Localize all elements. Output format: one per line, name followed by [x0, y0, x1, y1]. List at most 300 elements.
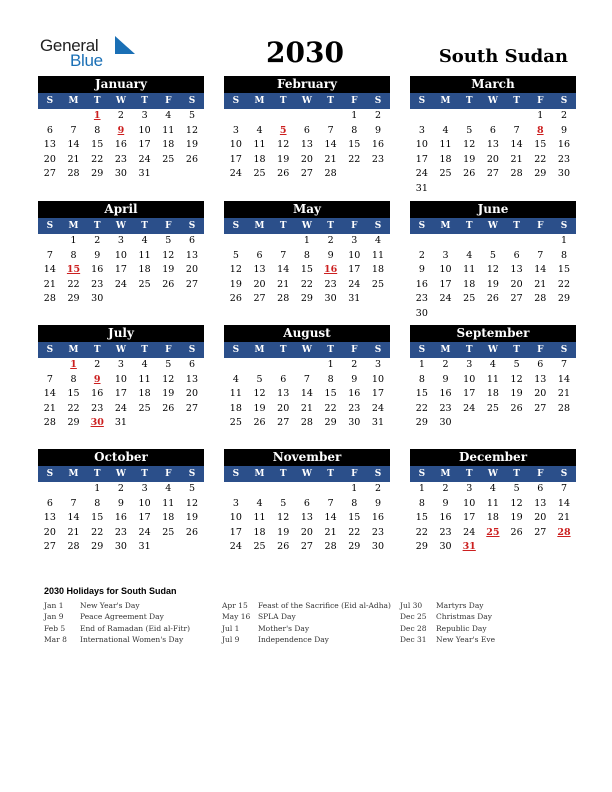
day-cell: 23	[91, 278, 104, 290]
day-cell: 13	[534, 373, 547, 385]
holiday-entry	[400, 634, 495, 645]
day-cell: 8	[94, 124, 101, 136]
day-cell: 1	[303, 235, 310, 246]
day-cell: 22	[91, 526, 104, 538]
empty-day-cell	[410, 234, 434, 249]
holiday-day-cell: 30	[90, 417, 104, 429]
day-cell: 13	[300, 512, 313, 524]
day-cell: 8	[560, 249, 567, 261]
holiday-day-cell: 16	[323, 264, 338, 276]
day-cell: 27	[300, 541, 313, 553]
day-cell: 25	[439, 168, 452, 180]
weekday-label: F	[537, 96, 544, 106]
day-cell: 19	[510, 388, 523, 400]
day-cell: 23	[348, 402, 361, 414]
day-cell: 26	[253, 417, 266, 429]
weekday-label: F	[537, 345, 544, 355]
empty-day-cell	[434, 234, 458, 249]
day-cell: 22	[348, 526, 361, 538]
day-cell: 16	[91, 264, 104, 276]
day-cell: 9	[374, 124, 381, 136]
day-cell: 19	[510, 512, 523, 524]
day-cell: 26	[277, 541, 290, 553]
day-cell: 2	[374, 483, 381, 494]
weekday-label: S	[374, 221, 382, 231]
day-cell: 13	[185, 373, 199, 385]
day-cell: 23	[415, 293, 428, 305]
day-cell: 26	[162, 278, 175, 290]
day-cell: 28	[43, 293, 56, 305]
weekday-label: M	[254, 345, 265, 355]
week-row	[224, 109, 390, 124]
day-cell: 2	[327, 235, 334, 246]
weekday-label: F	[351, 221, 358, 231]
day-cell: 21	[300, 402, 313, 414]
day-cell: 25	[162, 153, 175, 165]
week-row	[410, 402, 576, 417]
day-cell: 3	[232, 124, 239, 136]
day-cell: 5	[489, 249, 496, 261]
weekday-label: T	[465, 345, 473, 355]
day-cell: 23	[114, 526, 127, 538]
month-title: August	[224, 325, 390, 342]
day-cell: 24	[348, 278, 361, 290]
day-cell: 14	[324, 512, 337, 524]
weekday-label: W	[301, 221, 312, 231]
empty-day-cell	[62, 109, 86, 124]
day-cell: 24	[415, 168, 428, 180]
weekday-label: W	[115, 96, 126, 106]
day-cell: 16	[439, 388, 452, 400]
week-row	[410, 124, 576, 139]
day-cell: 14	[324, 139, 337, 151]
weekday-label: W	[487, 96, 498, 106]
day-cell: 31	[114, 417, 127, 429]
holiday-date: Apr 15	[222, 601, 248, 610]
weekday-label: M	[440, 345, 451, 355]
day-cell: 23	[439, 526, 452, 538]
day-cell: 23	[114, 153, 127, 165]
week-row	[224, 402, 390, 417]
day-cell: 17	[138, 512, 151, 524]
day-cell: 30	[371, 541, 385, 553]
day-cell: 24	[138, 153, 151, 165]
day-cell: 27	[185, 402, 199, 414]
day-cell: 7	[70, 497, 77, 509]
day-cell: 2	[442, 483, 449, 494]
day-cell: 18	[371, 264, 385, 276]
month-january	[38, 76, 204, 182]
day-cell: 11	[138, 249, 151, 261]
weekday-label: M	[254, 96, 265, 106]
day-cell: 11	[486, 373, 499, 385]
day-cell: 23	[439, 402, 452, 414]
empty-day-cell	[528, 540, 552, 555]
month-title: October	[38, 449, 204, 466]
empty-day-cell	[248, 482, 272, 497]
day-cell: 10	[114, 249, 127, 261]
day-cell: 16	[439, 512, 452, 524]
weekday-label: S	[418, 96, 426, 106]
empty-day-cell	[133, 292, 157, 307]
day-cell: 7	[70, 124, 77, 136]
day-cell: 13	[534, 497, 547, 509]
day-cell: 29	[324, 417, 337, 429]
day-cell: 22	[67, 278, 80, 290]
day-cell: 14	[510, 139, 523, 151]
holiday-date: Jul 30	[400, 601, 423, 610]
day-cell: 10	[371, 373, 385, 385]
week-row	[224, 167, 390, 182]
weekday-header	[410, 342, 576, 358]
day-cell: 30	[324, 293, 337, 305]
week-row	[224, 387, 390, 402]
holiday-date: Jan 1	[44, 601, 64, 610]
week-row	[410, 278, 576, 293]
month-september	[410, 325, 576, 431]
day-cell: 17	[439, 278, 452, 290]
day-cell: 18	[138, 388, 151, 400]
empty-day-cell	[271, 358, 295, 373]
weekday-label: T	[93, 96, 101, 106]
day-cell: 29	[534, 168, 547, 180]
weekday-label: T	[93, 345, 101, 355]
day-cell: 6	[513, 249, 520, 261]
week-row	[224, 540, 390, 555]
day-cell: 5	[513, 483, 520, 494]
day-cell: 30	[114, 168, 127, 180]
day-cell: 18	[486, 388, 499, 400]
day-cell: 13	[510, 264, 523, 276]
day-cell: 14	[534, 264, 547, 276]
day-cell: 6	[537, 483, 544, 494]
holiday-entry	[44, 600, 190, 611]
day-cell: 15	[557, 264, 571, 276]
day-cell: 18	[162, 512, 175, 524]
day-cell: 27	[300, 168, 313, 180]
day-cell: 3	[117, 359, 124, 370]
generalblue-logo	[40, 36, 140, 70]
empty-day-cell	[434, 307, 458, 322]
empty-day-cell	[156, 292, 180, 307]
week-row	[410, 497, 576, 512]
day-cell: 22	[348, 153, 361, 165]
day-cell: 18	[463, 278, 476, 290]
empty-day-cell	[481, 182, 505, 197]
day-cell: 7	[280, 249, 287, 261]
weekday-label: S	[560, 469, 568, 479]
day-cell: 27	[534, 402, 547, 414]
empty-day-cell	[366, 292, 390, 307]
day-cell: 19	[463, 153, 476, 165]
day-cell: 4	[374, 235, 381, 246]
day-cell: 20	[185, 388, 199, 400]
holiday-entry	[400, 623, 495, 634]
month-title: September	[410, 325, 576, 342]
day-cell: 29	[91, 168, 104, 180]
day-cell: 6	[303, 124, 310, 136]
day-cell: 6	[46, 124, 53, 136]
day-cell: 19	[185, 139, 199, 151]
weekday-label: M	[68, 469, 79, 479]
weekday-label: F	[165, 96, 172, 106]
day-cell: 14	[67, 139, 80, 151]
month-title: February	[224, 76, 390, 93]
day-cell: 22	[91, 153, 104, 165]
week-row	[410, 153, 576, 168]
day-cell: 11	[229, 388, 242, 400]
day-cell: 25	[463, 293, 476, 305]
day-cell: 29	[557, 293, 571, 305]
empty-day-cell	[38, 234, 62, 249]
day-cell: 15	[534, 139, 547, 151]
day-cell: 24	[114, 278, 127, 290]
day-cell: 17	[114, 388, 127, 400]
day-cell: 3	[442, 249, 449, 261]
day-cell: 2	[351, 359, 358, 370]
weekday-label: W	[487, 345, 498, 355]
day-cell: 1	[418, 359, 425, 370]
empty-day-cell	[38, 109, 62, 124]
day-cell: 20	[300, 526, 313, 538]
week-row	[410, 249, 576, 264]
weekday-label: T	[141, 345, 148, 355]
day-cell: 4	[141, 359, 148, 370]
weekday-label: M	[68, 221, 79, 231]
day-cell: 1	[94, 483, 101, 494]
day-cell: 5	[188, 110, 195, 121]
month-title: June	[410, 201, 576, 218]
day-cell: 10	[229, 512, 242, 524]
empty-day-cell	[295, 109, 319, 124]
day-cell: 14	[43, 264, 56, 276]
month-july	[38, 325, 204, 431]
day-cell: 26	[486, 293, 499, 305]
week-row	[38, 124, 204, 139]
month-december	[410, 449, 576, 555]
day-cell: 20	[253, 278, 266, 290]
empty-day-cell	[271, 234, 295, 249]
day-cell: 10	[439, 264, 452, 276]
day-cell: 23	[91, 402, 104, 414]
day-cell: 24	[229, 541, 242, 553]
weekday-label: S	[46, 96, 54, 106]
week-row	[410, 109, 576, 124]
holiday-name: Mother's Day	[258, 623, 310, 633]
day-cell: 14	[43, 388, 56, 400]
day-cell: 22	[557, 278, 571, 290]
day-cell: 31	[371, 417, 385, 429]
day-cell: 26	[185, 153, 199, 165]
day-cell: 23	[371, 526, 385, 538]
empty-day-cell	[528, 182, 552, 197]
weekday-label: W	[301, 345, 312, 355]
weekday-label: T	[327, 345, 334, 355]
day-cell: 20	[300, 153, 313, 165]
week-row	[38, 526, 204, 541]
day-cell: 12	[510, 373, 523, 385]
empty-day-cell	[248, 234, 272, 249]
day-cell: 6	[280, 373, 287, 385]
day-cell: 4	[165, 483, 172, 494]
day-cell: 2	[374, 110, 381, 121]
day-cell: 12	[253, 388, 266, 400]
holiday-name: Feast of the Sacrifice (Eid al-Adha)	[258, 601, 391, 610]
day-cell: 18	[253, 153, 266, 165]
holiday-name: SPLA Day	[258, 612, 296, 622]
day-cell: 12	[229, 264, 242, 276]
weekday-label: T	[141, 96, 148, 106]
weekday-label: S	[560, 221, 568, 231]
weekday-label: S	[374, 96, 382, 106]
day-cell: 13	[486, 139, 499, 151]
day-cell: 15	[348, 139, 361, 151]
month-title: July	[38, 325, 204, 342]
weekday-label: S	[232, 345, 240, 355]
empty-day-cell	[38, 358, 62, 373]
week-row	[410, 511, 576, 526]
week-row	[410, 263, 576, 278]
week-row	[38, 234, 204, 249]
day-cell: 4	[232, 373, 239, 385]
day-cell: 9	[351, 373, 358, 385]
day-cell: 27	[534, 526, 547, 538]
weekday-label: S	[374, 469, 382, 479]
empty-day-cell	[62, 482, 86, 497]
day-cell: 26	[162, 402, 175, 414]
day-cell: 19	[162, 388, 175, 400]
day-cell: 4	[141, 235, 148, 246]
empty-day-cell	[342, 167, 366, 182]
day-cell: 5	[165, 235, 172, 246]
holiday-date: Dec 25	[400, 612, 427, 622]
day-cell: 7	[327, 124, 334, 136]
day-cell: 10	[415, 139, 428, 151]
week-row	[410, 373, 576, 388]
day-cell: 30	[557, 168, 571, 180]
day-cell: 14	[557, 497, 571, 509]
day-cell: 24	[229, 168, 242, 180]
day-cell: 8	[70, 373, 77, 385]
empty-day-cell	[156, 540, 180, 555]
day-cell: 28	[300, 417, 313, 429]
weekday-label: S	[374, 345, 382, 355]
day-cell: 22	[415, 402, 428, 414]
day-cell: 25	[253, 168, 266, 180]
empty-day-cell	[224, 109, 248, 124]
weekday-label: T	[279, 345, 287, 355]
day-cell: 11	[253, 512, 266, 524]
holiday-name: New Year's Eve	[436, 635, 496, 645]
empty-day-cell	[180, 540, 204, 555]
day-cell: 10	[114, 373, 127, 385]
weekday-label: F	[537, 469, 544, 479]
holiday-date: Jul 1	[222, 623, 240, 633]
empty-day-cell	[552, 416, 576, 431]
holidays-column	[222, 600, 391, 646]
day-cell: 12	[185, 124, 199, 136]
day-cell: 2	[418, 249, 425, 261]
day-cell: 28	[534, 293, 547, 305]
weekday-label: W	[487, 469, 498, 479]
weekday-label: T	[465, 96, 473, 106]
weekday-label: T	[513, 96, 520, 106]
month-june	[410, 201, 576, 322]
day-cell: 6	[489, 124, 496, 136]
empty-day-cell	[319, 482, 343, 497]
day-cell: 3	[351, 235, 358, 246]
holiday-date: Feb 5	[44, 623, 66, 633]
weekday-label: S	[46, 469, 54, 479]
empty-day-cell	[457, 182, 481, 197]
day-cell: 3	[117, 235, 124, 246]
weekday-label: S	[560, 96, 568, 106]
day-cell: 2	[117, 483, 124, 494]
day-cell: 7	[513, 124, 520, 136]
month-title: April	[38, 201, 204, 218]
week-row	[410, 182, 576, 197]
day-cell: 5	[466, 124, 473, 136]
day-cell: 16	[348, 388, 361, 400]
holidays-title: 2030 Holidays for South Sudan	[44, 586, 177, 596]
day-cell: 13	[277, 388, 290, 400]
empty-day-cell	[505, 182, 529, 197]
day-cell: 17	[138, 139, 151, 151]
weekday-label: S	[418, 469, 426, 479]
empty-day-cell	[410, 109, 434, 124]
holiday-date: Mar 8	[44, 635, 67, 645]
week-row	[224, 358, 390, 373]
holiday-date: May 16	[222, 612, 251, 622]
holiday-name: Peace Agreement Day	[80, 612, 164, 622]
day-cell: 3	[466, 359, 473, 370]
day-cell: 27	[253, 293, 266, 305]
day-cell: 28	[510, 168, 523, 180]
weekday-label: T	[279, 96, 287, 106]
week-row	[38, 263, 204, 278]
holiday-entry	[222, 611, 391, 622]
weekday-label: W	[115, 221, 126, 231]
empty-day-cell	[434, 182, 458, 197]
day-cell: 21	[43, 278, 56, 290]
day-cell: 18	[138, 264, 151, 276]
week-row	[224, 124, 390, 139]
day-cell: 21	[324, 153, 337, 165]
day-cell: 30	[114, 541, 127, 553]
week-row	[38, 153, 204, 168]
day-cell: 15	[415, 388, 428, 400]
empty-day-cell	[180, 416, 204, 431]
day-cell: 12	[510, 497, 523, 509]
empty-day-cell	[457, 109, 481, 124]
day-cell: 10	[348, 249, 361, 261]
month-title: January	[38, 76, 204, 93]
month-march	[410, 76, 576, 197]
day-cell: 27	[43, 541, 56, 553]
day-cell: 2	[94, 235, 101, 246]
holiday-date: Jul 9	[222, 635, 240, 645]
day-cell: 2	[442, 359, 449, 370]
day-cell: 7	[303, 373, 310, 385]
holiday-day-cell: 31	[462, 541, 476, 553]
day-cell: 25	[229, 417, 242, 429]
week-row	[38, 511, 204, 526]
day-cell: 26	[277, 168, 290, 180]
day-cell: 21	[534, 278, 547, 290]
day-cell: 4	[489, 359, 496, 370]
day-cell: 5	[165, 359, 172, 370]
weekday-label: M	[68, 345, 79, 355]
